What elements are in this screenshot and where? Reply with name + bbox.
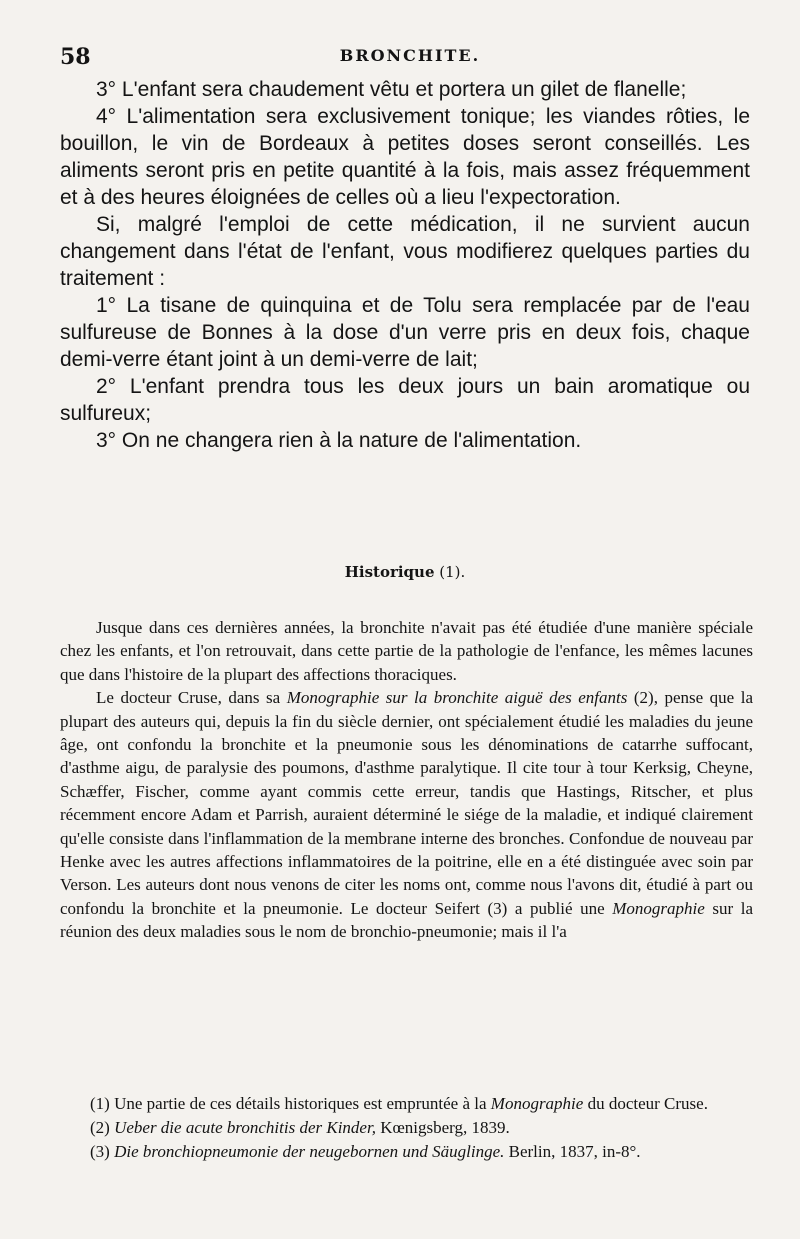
historique-paragraph-2 [60,686,753,943]
footnote-1-end: du docteur Cruse. [583,1094,708,1113]
footnote-3 [60,1140,753,1164]
treatment-section [60,76,750,454]
footnote-2-end: Kœnigsberg, 1839. [375,1118,510,1137]
historique-paragraph-1: Jusque dans ces dernières années, la bronchite n'avait pas été étudiée d'une manière spéciale chez les enfants, et l'on retrouvait, dans cette partie de la pathologie de l'enfance, les mêmes lacunes que dans l'histoire de la plupart des affections thoraciques. [60,618,753,684]
treatment-item-4: 4° L'alimentation sera exclusivement tonique; les viandes rôties, le bouillon, le vin de Bordeaux à petites doses seront conseillés. Les aliments seront pris en petite quantité à la fois, mais assez fréquemment et à des heures éloignées de celles où a lieu l'expectoration. [60,105,750,209]
treatment-item-3: 3° L'enfant sera chaudement vêtu et portera un gilet de flanelle; [96,78,687,101]
footnote-3-title: Die bronchiopneumonie der neugebornen und Säuglinge. [114,1142,505,1161]
footnote-2-num: (2) [90,1118,115,1137]
section-heading [60,563,750,581]
p2-title-2: Monographie [612,898,705,918]
heading-note: (1). [439,563,466,581]
footnote-2-title: Ueber die acute bronchitis der Kinder, [114,1118,376,1137]
running-title: BRONCHITE. [339,46,481,65]
treatment-mod-2: 2° L'enfant prendra tous les deux jours un bain aromatique ou sulfureux; [60,375,750,425]
footnote-3-num: (3) [90,1142,115,1161]
footnotes [60,1092,753,1164]
treatment-mod-1: 1° La tisane de quinquina et de Tolu sera remplacée par de l'eau sulfureuse de Bonnes à la dose d'un verre pris en deux fois, chaque demi-verre étant joint à un demi-verre de lait; [60,294,750,371]
footnote-1-text: (1) Une partie de ces détails historiques est empruntée à la [90,1094,491,1113]
treatment-mod-3: 3° On ne changera rien à la nature de l'alimentation. [96,429,582,452]
footnote-1 [60,1092,753,1116]
heading-text: Historique [344,563,435,581]
page-number: 58 [60,44,91,70]
p2-mid: (2), pense que la plupart des auteurs qui, depuis la fin du siècle dernier, ont spécialement étudié les maladies du jeune âge, ont confondu la bronchite et la pneumonie sous les dénominations de catarrhe suffocant, d'asthme aigu, de paralysie des poumons, d'asthme paralytique. Il cite tour à tour Kerksig, Cheyne, Schæffer, Fischer, comme ayant commis cette erreur, tandis que Hastings, Ritscher, et plus récemment encore Adam et Parrish, auraient déterminé le siége de la maladie, et indiqué clairement qu'elle consiste dans l'inflammation de la membrane interne des bronches. Confondue de nouveau par Henke avec les autres affections inflammatoires de la poitrine, elle en a été distinguée avec soin par Verson. Les auteurs dont nous venons de citer les noms ont, comme nous l'avons dit, étudié à part ou confondu la bronchite et la pneumonie. Le docteur Seifert (3) a publié une [60,688,754,918]
p2-title: Monographie sur la bronchite aiguë des enfants [286,688,628,708]
p2-start: Le docteur Cruse, dans sa [96,688,287,708]
treatment-intro: Si, malgré l'emploi de cette médication, il ne survient aucun changement dans l'état de l'enfant, vous modifierez quelques parties du traitement : [60,213,750,290]
page-header [60,44,760,74]
p2-end: sur la réunion des deux maladies sous le nom de bronchio-pneumonie; mais il l'a [60,898,753,942]
footnote-3-end: Berlin, 1837, in-8°. [504,1142,641,1161]
historique-section [60,616,753,944]
footnote-2 [60,1116,753,1140]
footnote-1-title: Monographie [490,1094,584,1113]
